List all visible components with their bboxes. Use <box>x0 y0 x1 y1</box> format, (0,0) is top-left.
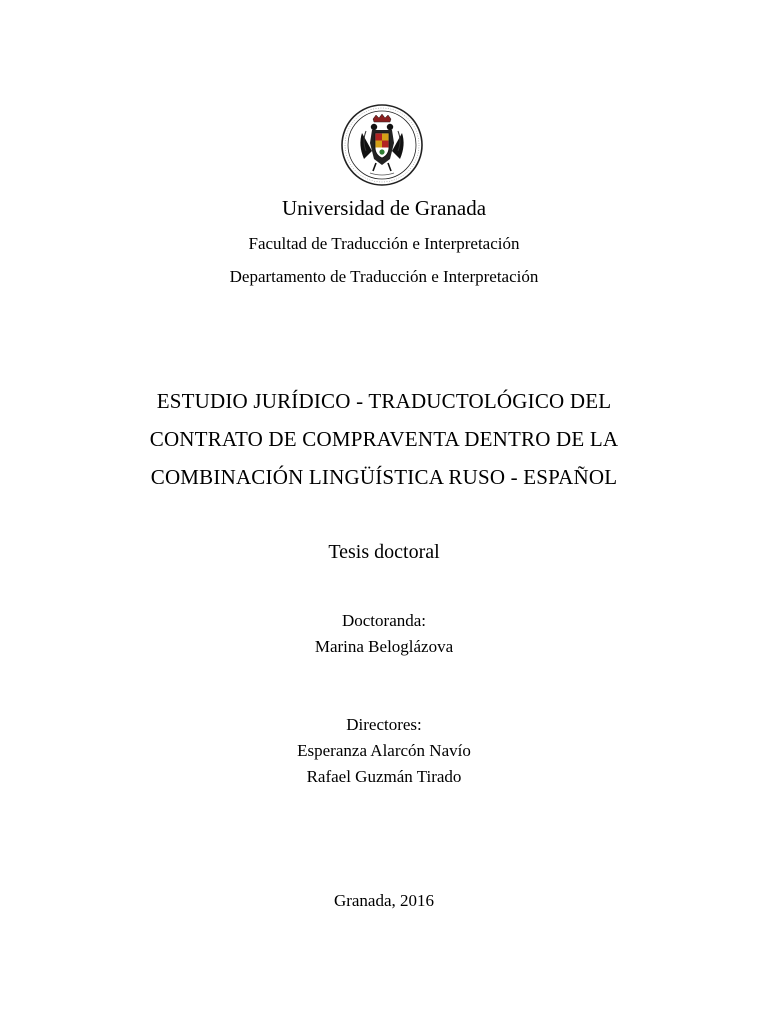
thesis-title-line: COMBINACIÓN LINGÜÍSTICA RUSO - ESPAÑOL <box>150 465 618 489</box>
university-name: Universidad de Granada <box>281 196 487 220</box>
place-date: Granada, 2016 <box>333 891 435 910</box>
thesis-type: Tesis doctoral <box>328 541 440 563</box>
doctoranda-label: Doctoranda: <box>341 611 427 630</box>
doctoranda-name: Marina Beloglázova <box>314 637 454 656</box>
director-name: Rafael Guzmán Tirado <box>306 767 462 786</box>
directores-label: Directores: <box>346 715 422 734</box>
faculty-name: Facultad de Traducción e Interpretación <box>248 234 520 253</box>
university-seal-icon <box>340 103 424 187</box>
thesis-title-line: CONTRATO DE COMPRAVENTA DENTRO DE LA <box>149 427 619 451</box>
thesis-title-line: ESTUDIO JURÍDICO - TRADUCTOLÓGICO DEL <box>156 389 612 413</box>
department-name: Departamento de Traducción e Interpretación <box>229 267 539 286</box>
director-name: Esperanza Alarcón Navío <box>297 741 471 760</box>
